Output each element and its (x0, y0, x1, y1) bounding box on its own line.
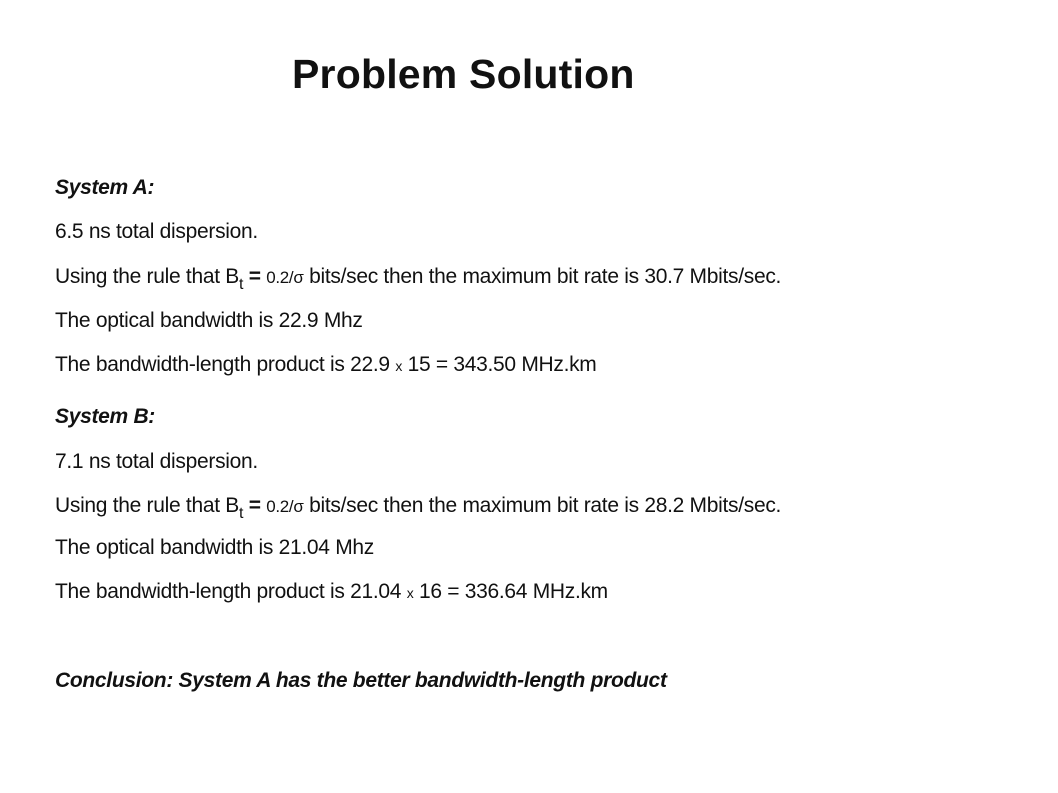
rule-prefix: Using the rule that B (55, 265, 239, 288)
product-prefix: The bandwidth-length product is 22.9 (55, 353, 390, 376)
system-b-product (55, 579, 608, 606)
rule-prefix: Using the rule that B (55, 494, 239, 517)
rule-subscript: t (238, 276, 244, 293)
system-a-heading: System A: (55, 176, 155, 199)
times-sign: x (406, 585, 414, 601)
system-b-dispersion: 7.1 ns total dispersion. (55, 450, 258, 473)
rule-operator: = (248, 494, 261, 517)
system-a-optical-bandwidth: The optical bandwidth is 22.9 Mhz (55, 309, 363, 332)
system-b-optical-bandwidth: The optical bandwidth is 21.04 Mhz (55, 536, 374, 559)
rule-operator: = (248, 265, 261, 288)
slide-title: Problem Solution (292, 51, 635, 97)
product-suffix: 16 = 336.64 MHz.km (418, 580, 608, 603)
system-a-product (55, 352, 597, 379)
conclusion: Conclusion: System A has the better bandwidth-length product (55, 669, 667, 692)
product-prefix: The bandwidth-length product is 21.04 (55, 580, 402, 603)
system-a-rule (55, 264, 781, 298)
rule-subscript: t (238, 505, 244, 522)
system-b-rule (55, 493, 781, 527)
rule-formula: 0.2/σ (266, 268, 304, 287)
times-sign: x (395, 358, 403, 374)
rule-suffix: bits/sec then the maximum bit rate is 28.2 Mbits/sec. (309, 494, 782, 517)
rule-suffix: bits/sec then the maximum bit rate is 30.7 Mbits/sec. (309, 265, 782, 288)
rule-formula: 0.2/σ (266, 497, 304, 516)
product-suffix: 15 = 343.50 MHz.km (407, 353, 597, 376)
system-a-dispersion: 6.5 ns total dispersion. (55, 220, 258, 243)
system-b-heading: System B: (55, 405, 156, 428)
